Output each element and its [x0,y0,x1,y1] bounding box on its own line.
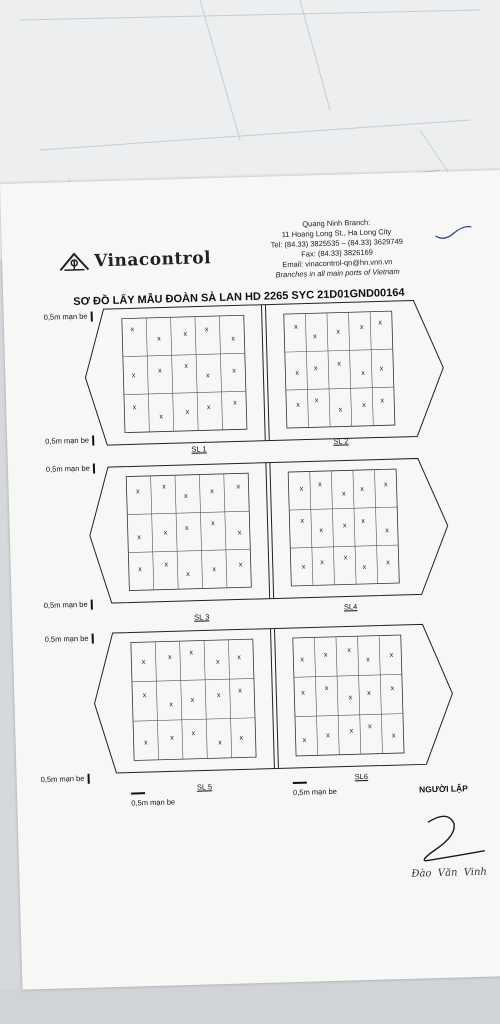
sample-point-mark: x [300,656,305,664]
sample-point-mark: x [299,485,304,493]
sample-point-mark: x [158,367,162,375]
grid-line [336,637,339,755]
sample-point-mark: x [232,367,236,375]
sample-point-mark: x [337,360,342,368]
sample-point-mark: x [212,566,217,574]
sample-point-mark: x [189,649,194,657]
sample-point-mark: x [210,488,214,496]
sample-point-mark: x [362,563,367,572]
margin-label: 0,5m mạn be [45,435,94,446]
grid-line [155,642,158,760]
sample-point-mark: x [320,559,324,567]
sample-point-mark: x [343,554,348,562]
sample-point-mark: x [301,563,306,571]
grid-line [195,317,198,431]
grid-line [151,476,154,590]
sample-point-mark: x [314,397,319,405]
sample-point-mark: x [391,732,396,740]
sample-point-mark: x [218,739,222,747]
sample-point-mark: x [170,734,174,742]
grid-line [199,475,202,589]
sample-point-mark: x [313,365,318,373]
sample-point-mark: x [302,737,307,745]
sample-point-mark: x [185,408,190,416]
margin-label: 0,5m mạn be [45,634,94,645]
grid-line [349,312,352,426]
preparer-label: NGƯỜI LẬP [418,783,468,795]
sample-point-mark: x [184,524,189,532]
branch-email: Email: vinacontrol-qn@hn.vnn.vn [282,257,393,270]
sample-point-mark: x [186,570,190,578]
legend-left: 0,5m mạn be [131,791,175,807]
barge-label: SL4 [343,602,358,612]
legend-line [131,792,145,794]
grid-line [358,636,361,754]
margin-label: 0,5m mạn be [44,311,93,322]
sample-point-mark: x [312,333,317,341]
grid-line [133,718,255,721]
grid-line [128,549,250,552]
sample-point-mark: x [157,335,161,343]
legend-line [293,782,307,784]
sample-point-mark: x [190,696,195,704]
barge-divider [265,305,269,441]
grid-line [204,640,207,758]
grid-line [127,511,249,514]
grid-line [327,313,330,427]
sample-point-mark: x [380,397,385,405]
margin-label: 0,5m mạn be [44,600,93,611]
sample-point-mark: x [378,319,383,327]
grid-line [379,636,382,754]
grid-line [314,637,317,755]
grid-line [180,641,183,759]
margin-label: 0,5m mạn be [41,774,90,785]
sample-point-mark: x [233,399,237,407]
grid-line [224,474,227,588]
grid-line [286,387,394,390]
sample-point-mark: x [368,723,372,731]
sample-point-mark: x [389,651,394,659]
sample-point-mark: x [295,369,300,377]
grid-line [146,318,149,432]
grid-line [228,640,231,758]
sample-point-mark: x [383,481,388,489]
sample-point-mark: x [318,481,322,489]
grid-line [290,545,398,548]
barge-label: SL 3 [194,612,210,622]
sample-point-mark: x [144,739,148,747]
sample-point-mark: x [326,732,330,740]
branch-line: Quang Ninh Branch: [302,217,371,229]
branch-fax: Fax: (84.33) 3826169 [301,247,374,259]
sample-point-mark: x [301,689,305,697]
sample-point-mark: x [361,517,366,526]
sample-point-mark: x [141,658,146,666]
grid-line [171,317,174,431]
sample-point-mark: x [130,326,135,334]
grid-line [310,471,313,585]
sample-point-mark: x [386,559,390,567]
sample-point-mark: x [366,656,370,664]
sample-point-mark: x [131,372,136,380]
sample-point-mark: x [338,406,343,414]
sample-point-mark: x [342,522,347,530]
sample-point-mark: x [162,483,166,491]
sample-point-mark: x [159,413,164,421]
legend-right: 0,5m mạn be [293,781,337,797]
barge-divider [271,629,275,769]
sample-point-mark: x [359,323,364,332]
sample-point-mark: x [296,401,300,409]
grid-line [124,391,246,394]
barge-divider [261,305,265,441]
document-title: SƠ ĐỒ LẤY MẪU ĐOÀN SÀ LAN HD 2265 SYC 21D01GND00164 [73,286,405,308]
barge-label: SL 1 [191,444,207,454]
sample-point-mark: x [216,692,221,700]
company-name: Vinacontrol [93,248,212,272]
barge-label: SL 5 [196,782,213,792]
sample-point-mark: x [239,734,244,742]
grid-line [175,475,178,589]
barge-divider [275,629,279,769]
sample-point-mark: x [390,685,395,693]
grid-line [219,316,222,430]
sample-point-mark: x [294,323,298,331]
sample-point-mark: x [367,689,371,697]
sample-point-mark: x [349,727,354,735]
sample-point-mark: x [360,485,365,494]
sample-point-mark: x [237,529,242,537]
grid-line [285,349,393,352]
sample-point-mark: x [236,483,241,491]
sample-point-mark: x [319,527,324,535]
sample-point-mark: x [215,658,220,666]
sample-point-mark: x [348,694,353,702]
grid-line [370,312,373,426]
sample-point-mark: x [379,365,384,373]
sample-point-mark: x [183,492,188,500]
sample-point-mark: x [136,488,140,496]
sample-point-mark: x [237,654,241,662]
signature-icon [408,811,489,865]
branch-address: 11 Hoang Long St., Ha Long City [281,227,392,240]
sample-point-mark: x [231,335,236,343]
signer-name: Đào Văn Vinh [411,866,488,880]
sample-point-mark: x [164,561,169,569]
sample-point-mark: x [361,369,365,377]
sample-point-mark: x [300,517,305,525]
sample-point-mark: x [385,527,389,535]
sample-point-mark: x [323,651,328,659]
sample-point-mark: x [238,561,243,569]
grid-line [132,678,254,681]
sample-point-mark: x [142,692,147,700]
barge-divider [270,463,274,599]
margin-label: 0,5m mạn be [46,463,95,474]
sample-point-mark: x [163,529,168,537]
sampling-diagram [0,170,500,990]
sample-point-mark: x [324,685,329,693]
grid-line [353,470,356,584]
branch-ports: Branches in all main ports of Vietnam [275,266,400,280]
sample-point-mark: x [205,372,210,380]
document-sheet [0,170,500,990]
sample-point-mark: x [341,490,346,498]
grid-line [294,674,402,677]
sample-point-mark: x [184,362,189,370]
grid-line [123,353,245,356]
sample-point-mark: x [169,701,174,709]
sample-point-mark: x [138,566,142,574]
grid-line [305,314,308,428]
sample-point-mark: x [132,404,137,412]
sample-point-mark: x [168,654,172,662]
sample-point-mark: x [183,330,188,338]
grid-line [295,714,403,717]
barge-label: SL6 [354,771,369,782]
sample-point-mark: x [206,404,211,412]
grid-line [331,471,334,585]
grid-line [375,470,378,584]
sample-point-mark: x [362,401,366,409]
sample-point-mark: x [211,520,215,528]
sample-point-mark: x [347,647,352,655]
sample-point-mark: x [336,328,341,336]
barge-divider [266,463,270,599]
sample-point-mark: x [204,326,209,334]
barge-label: SL 2 [333,436,349,446]
grid-line [289,507,397,510]
sample-point-mark: x [238,687,242,695]
branch-tel: Tel: (84.33) 3825535 – (84.33) 3629749 [270,236,403,250]
sample-point-mark: x [191,730,196,738]
sample-point-mark: x [137,534,141,542]
